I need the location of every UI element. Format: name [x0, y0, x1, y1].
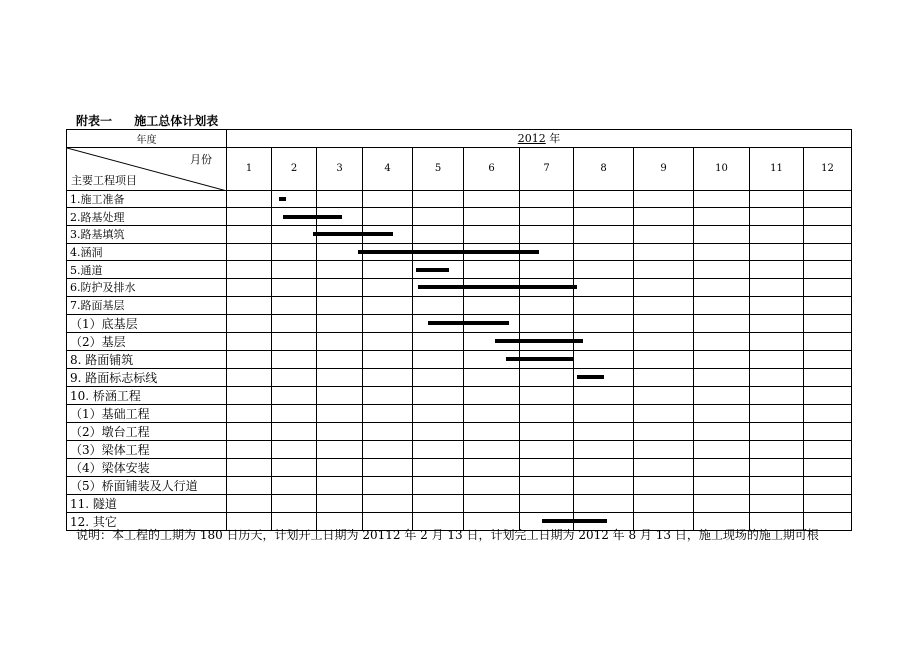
schedule-cell	[363, 404, 413, 422]
schedule-cell	[413, 208, 464, 226]
schedule-cell	[227, 440, 272, 458]
schedule-cell	[634, 296, 694, 314]
schedule-cell	[227, 226, 272, 244]
task-row	[67, 190, 852, 208]
schedule-cell	[520, 386, 574, 404]
schedule-cell	[574, 243, 634, 261]
document-title	[76, 112, 218, 129]
schedule-cell	[464, 404, 520, 422]
schedule-cell	[750, 243, 804, 261]
schedule-cell	[804, 190, 852, 208]
schedule-cell	[363, 279, 413, 297]
schedule-cell	[574, 190, 634, 208]
month-header-3: 3	[317, 147, 363, 190]
schedule-cell	[694, 190, 750, 208]
schedule-cell	[694, 332, 750, 350]
task-bar	[506, 357, 574, 361]
schedule-cell	[804, 386, 852, 404]
schedule-cell	[272, 296, 317, 314]
task-name: 5.通道	[67, 261, 227, 279]
schedule-cell	[804, 332, 852, 350]
task-row	[67, 314, 852, 332]
schedule-cell	[634, 386, 694, 404]
schedule-cell	[272, 332, 317, 350]
schedule-cell	[750, 208, 804, 226]
task-name: （2）墩台工程	[67, 422, 227, 440]
schedule-cell	[272, 261, 317, 279]
month-header-12: 12	[804, 147, 852, 190]
task-row	[67, 279, 852, 297]
schedule-cell	[227, 279, 272, 297]
schedule-cell	[272, 476, 317, 494]
month-header-2: 2	[272, 147, 317, 190]
schedule-cell	[574, 476, 634, 494]
schedule-cell	[804, 458, 852, 476]
task-name: 8. 路面铺筑	[67, 350, 227, 368]
schedule-cell	[520, 404, 574, 422]
month-header-5: 5	[413, 147, 464, 190]
schedule-cell	[464, 226, 520, 244]
task-row	[67, 386, 852, 404]
schedule-cell	[694, 404, 750, 422]
schedule-cell	[317, 404, 363, 422]
schedule-cell	[750, 261, 804, 279]
schedule-cell	[464, 208, 520, 226]
task-bar	[418, 285, 577, 289]
schedule-cell	[750, 350, 804, 368]
schedule-cell	[634, 404, 694, 422]
schedule-cell	[694, 296, 750, 314]
year-value: 2012	[517, 132, 546, 146]
task-row	[67, 332, 852, 350]
schedule-cell	[574, 261, 634, 279]
schedule-cell	[413, 190, 464, 208]
schedule-cell	[272, 386, 317, 404]
schedule-cell	[804, 476, 852, 494]
schedule-cell	[574, 314, 634, 332]
month-header-9: 9	[634, 147, 694, 190]
schedule-cell	[227, 494, 272, 512]
task-row	[67, 476, 852, 494]
schedule-cell	[363, 296, 413, 314]
schedule-cell	[574, 368, 634, 386]
schedule-cell	[227, 386, 272, 404]
task-name: 4.涵洞	[67, 243, 227, 261]
task-name: 6.防护及排水	[67, 279, 227, 297]
schedule-cell	[804, 279, 852, 297]
schedule-cell	[634, 332, 694, 350]
schedule-cell	[574, 494, 634, 512]
schedule-cell	[413, 279, 464, 297]
schedule-cell	[227, 368, 272, 386]
schedule-cell	[574, 386, 634, 404]
schedule-cell	[694, 386, 750, 404]
month-header-7: 7	[520, 147, 574, 190]
task-row	[67, 494, 852, 512]
schedule-cell	[363, 440, 413, 458]
schedule-cell	[750, 476, 804, 494]
schedule-cell	[227, 314, 272, 332]
schedule-cell	[464, 440, 520, 458]
schedule-cell	[574, 458, 634, 476]
schedule-cell	[413, 368, 464, 386]
task-name: （2）基层	[67, 332, 227, 350]
schedule-cell	[804, 296, 852, 314]
schedule-cell	[574, 226, 634, 244]
task-name: 10. 桥涵工程	[67, 386, 227, 404]
schedule-cell	[750, 458, 804, 476]
schedule-cell	[227, 332, 272, 350]
schedule-cell	[694, 226, 750, 244]
schedule-cell	[750, 296, 804, 314]
schedule-cell	[317, 386, 363, 404]
schedule-cell	[317, 458, 363, 476]
task-row	[67, 404, 852, 422]
task-name: （3）梁体工程	[67, 440, 227, 458]
schedule-cell	[272, 494, 317, 512]
task-row	[67, 243, 852, 261]
schedule-cell	[804, 208, 852, 226]
task-name: 9. 路面标志标线	[67, 368, 227, 386]
schedule-cell	[520, 458, 574, 476]
schedule-cell	[272, 208, 317, 226]
schedule-cell	[520, 226, 574, 244]
schedule-cell	[413, 261, 464, 279]
schedule-cell	[227, 243, 272, 261]
task-row	[67, 422, 852, 440]
task-bar	[428, 321, 509, 325]
schedule-cell	[634, 314, 694, 332]
schedule-cell	[750, 440, 804, 458]
schedule-cell	[227, 476, 272, 494]
schedule-cell	[694, 440, 750, 458]
schedule-cell	[227, 208, 272, 226]
schedule-cell	[804, 261, 852, 279]
schedule-cell	[464, 494, 520, 512]
schedule-cell	[634, 279, 694, 297]
schedule-cell	[363, 332, 413, 350]
schedule-cell	[520, 190, 574, 208]
schedule-cell	[317, 314, 363, 332]
schedule-cell	[750, 226, 804, 244]
schedule-cell	[363, 261, 413, 279]
schedule-cell	[227, 422, 272, 440]
schedule-cell	[804, 314, 852, 332]
schedule-cell	[520, 494, 574, 512]
task-name: 2.路基处理	[67, 208, 227, 226]
schedule-cell	[634, 368, 694, 386]
schedule-cell	[363, 422, 413, 440]
task-row	[67, 226, 852, 244]
schedule-cell	[413, 296, 464, 314]
schedule-cell	[317, 422, 363, 440]
schedule-cell	[413, 494, 464, 512]
schedule-cell	[464, 368, 520, 386]
schedule-cell	[363, 386, 413, 404]
schedule-cell	[804, 440, 852, 458]
schedule-cell	[317, 261, 363, 279]
schedule-cell	[694, 458, 750, 476]
schedule-cell	[363, 494, 413, 512]
schedule-cell	[520, 476, 574, 494]
schedule-cell	[272, 440, 317, 458]
schedule-cell	[804, 422, 852, 440]
schedule-cell	[464, 458, 520, 476]
schedule-cell	[634, 243, 694, 261]
diagonal-header-cell	[67, 147, 227, 190]
task-row	[67, 458, 852, 476]
task-row	[67, 350, 852, 368]
schedule-cell	[363, 350, 413, 368]
schedule-cell	[464, 350, 520, 368]
task-row	[67, 296, 852, 314]
task-bar	[313, 232, 394, 236]
schedule-cell	[804, 368, 852, 386]
task-row	[67, 261, 852, 279]
month-header-10: 10	[694, 147, 750, 190]
schedule-cell	[574, 422, 634, 440]
appendix-label: 附表一	[76, 114, 113, 128]
schedule-cell	[272, 243, 317, 261]
schedule-cell	[464, 386, 520, 404]
schedule-cell	[363, 208, 413, 226]
schedule-cell	[634, 226, 694, 244]
task-row	[67, 440, 852, 458]
schedule-cell	[634, 261, 694, 279]
schedule-cell	[520, 422, 574, 440]
schedule-cell	[634, 190, 694, 208]
task-bar	[495, 339, 583, 343]
schedule-cell	[272, 190, 317, 208]
schedule-cell	[634, 494, 694, 512]
schedule-cell	[272, 279, 317, 297]
schedule-cell	[750, 332, 804, 350]
schedule-cell	[694, 422, 750, 440]
schedule-cell	[464, 476, 520, 494]
year-row	[67, 130, 852, 148]
schedule-cell	[413, 440, 464, 458]
month-header-1: 1	[227, 147, 272, 190]
task-name: （1）底基层	[67, 314, 227, 332]
schedule-cell	[464, 422, 520, 440]
month-label: 月份	[190, 152, 212, 166]
month-header-4: 4	[363, 147, 413, 190]
month-header-row	[67, 147, 852, 190]
task-bar	[416, 268, 449, 272]
schedule-cell	[694, 243, 750, 261]
schedule-cell	[363, 476, 413, 494]
schedule-cell	[694, 261, 750, 279]
schedule-cell	[574, 208, 634, 226]
schedule-cell	[634, 440, 694, 458]
schedule-cell	[694, 350, 750, 368]
schedule-cell	[227, 261, 272, 279]
task-bar	[279, 197, 286, 201]
schedule-cell	[272, 458, 317, 476]
task-row	[67, 208, 852, 226]
schedule-cell	[317, 243, 363, 261]
schedule-cell	[317, 368, 363, 386]
schedule-cell	[694, 494, 750, 512]
schedule-cell	[694, 314, 750, 332]
month-header-11: 11	[750, 147, 804, 190]
year-value-cell	[227, 130, 852, 148]
schedule-cell	[694, 368, 750, 386]
task-row	[67, 368, 852, 386]
schedule-cell	[804, 226, 852, 244]
schedule-cell	[272, 314, 317, 332]
footnote: 说明：本工程的工期为 180 日历天，计划开工日期为 20112 年 2 月 13 日，计划完工日期为 2012 年 8 月 13 日，施工现场的施工期可根	[76, 528, 819, 542]
schedule-cell	[413, 350, 464, 368]
schedule-title: 施工总体计划表	[134, 114, 219, 128]
schedule-cell	[317, 296, 363, 314]
schedule-cell	[413, 332, 464, 350]
schedule-cell	[227, 458, 272, 476]
schedule-cell	[413, 404, 464, 422]
schedule-cell	[804, 404, 852, 422]
schedule-cell	[413, 476, 464, 494]
schedule-cell	[317, 279, 363, 297]
schedule-cell	[363, 190, 413, 208]
schedule-cell	[272, 422, 317, 440]
task-bar	[358, 250, 539, 254]
schedule-cell	[317, 440, 363, 458]
schedule-cell	[317, 190, 363, 208]
month-header-8: 8	[574, 147, 634, 190]
schedule-cell	[574, 296, 634, 314]
task-bar	[283, 215, 342, 219]
task-bar	[542, 519, 607, 523]
schedule-cell	[227, 190, 272, 208]
task-name: 11. 隧道	[67, 494, 227, 512]
task-bar	[577, 375, 604, 379]
schedule-cell	[574, 404, 634, 422]
schedule-cell	[804, 350, 852, 368]
schedule-cell	[413, 386, 464, 404]
schedule-cell	[363, 458, 413, 476]
year-unit: 年	[545, 132, 561, 146]
schedule-cell	[804, 243, 852, 261]
task-name: 12. 其它	[67, 512, 227, 530]
schedule-cell	[634, 350, 694, 368]
schedule-cell	[694, 279, 750, 297]
schedule-cell	[413, 458, 464, 476]
schedule-cell	[317, 332, 363, 350]
schedule-cell	[272, 404, 317, 422]
schedule-cell	[634, 476, 694, 494]
schedule-cell	[750, 368, 804, 386]
year-label: 年度	[67, 130, 227, 148]
schedule-cell	[272, 226, 317, 244]
schedule-cell	[227, 350, 272, 368]
schedule-cell	[520, 208, 574, 226]
schedule-cell	[574, 279, 634, 297]
schedule-cell	[413, 226, 464, 244]
schedule-cell	[464, 296, 520, 314]
schedule-cell	[464, 261, 520, 279]
schedule-cell	[804, 494, 852, 512]
schedule-cell	[363, 314, 413, 332]
schedule-cell	[750, 314, 804, 332]
schedule-cell	[750, 404, 804, 422]
schedule-cell	[750, 422, 804, 440]
schedule-cell	[464, 332, 520, 350]
schedule-cell	[634, 422, 694, 440]
schedule-cell	[574, 350, 634, 368]
task-name: 3.路基填筑	[67, 226, 227, 244]
schedule-cell	[520, 368, 574, 386]
schedule-cell	[520, 261, 574, 279]
task-name: （1）基础工程	[67, 404, 227, 422]
task-name: 7.路面基层	[67, 296, 227, 314]
schedule-cell	[464, 190, 520, 208]
schedule-cell	[634, 458, 694, 476]
schedule-cell	[317, 494, 363, 512]
schedule-cell	[750, 279, 804, 297]
schedule-cell	[227, 296, 272, 314]
schedule-cell	[317, 476, 363, 494]
gantt-table	[66, 129, 852, 531]
schedule-cell	[272, 350, 317, 368]
schedule-cell	[227, 404, 272, 422]
schedule-cell	[520, 296, 574, 314]
schedule-cell	[634, 208, 694, 226]
schedule-cell	[272, 368, 317, 386]
schedule-cell	[750, 494, 804, 512]
schedule-cell	[413, 422, 464, 440]
task-name: （4）梁体安装	[67, 458, 227, 476]
month-header-6: 6	[464, 147, 520, 190]
schedule-cell	[317, 350, 363, 368]
task-name: 1.施工准备	[67, 190, 227, 208]
schedule-cell	[750, 386, 804, 404]
schedule-cell	[574, 440, 634, 458]
item-label: 主要工程项目	[71, 173, 137, 187]
schedule-cell	[694, 208, 750, 226]
schedule-cell	[520, 440, 574, 458]
schedule-cell	[413, 314, 464, 332]
schedule-cell	[750, 190, 804, 208]
schedule-cell	[363, 368, 413, 386]
schedule-cell	[520, 314, 574, 332]
schedule-cell	[694, 476, 750, 494]
task-name: （5）桥面铺装及人行道	[67, 476, 227, 494]
